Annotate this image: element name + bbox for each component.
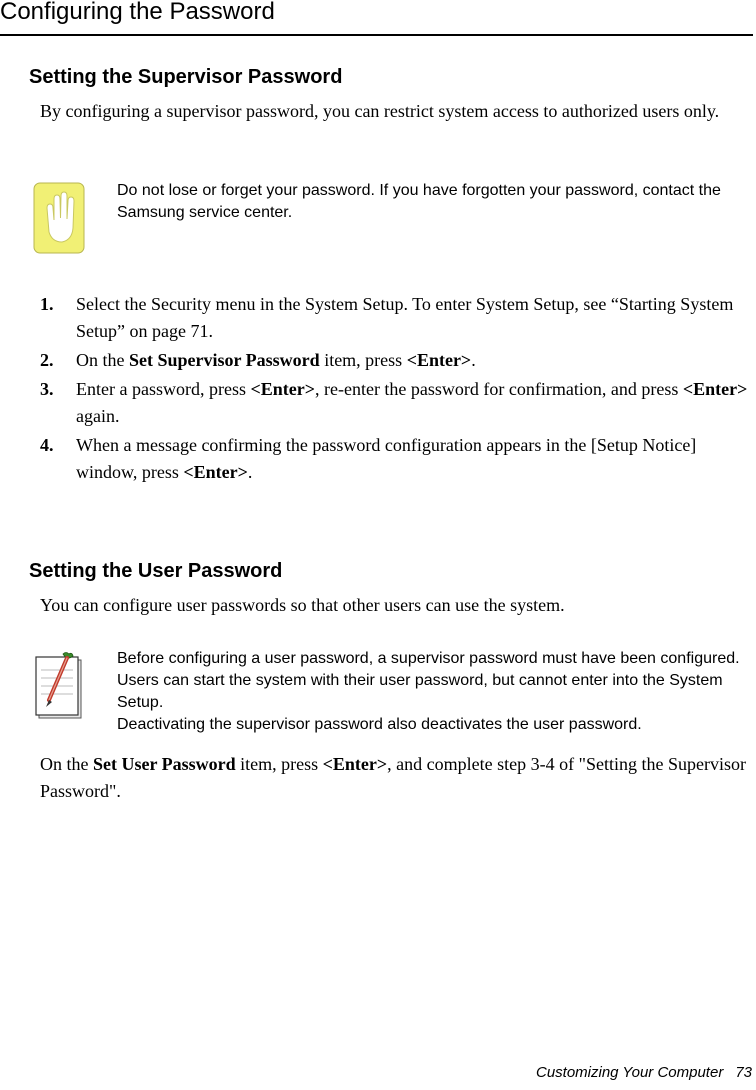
footer-section-title: Customizing Your Computer [536,1064,724,1081]
step-text: item, press [319,350,407,370]
note-line: Deactivating the supervisor password also deactivates the user password. [117,716,642,733]
key-name: <Enter> [322,754,388,774]
step-text: Enter a password, press [76,379,251,399]
step-1 [40,291,752,345]
note-line: Before configuring a user password, a supervisor password must have been configured. [117,650,740,667]
title-rule [0,34,753,36]
hand-stop-icon [33,182,85,254]
menu-item-name: Set User Password [93,754,236,774]
page-title: Configuring the Password [0,0,275,25]
note-pen-icon [33,650,87,722]
step-text: . [247,462,253,482]
user-note [117,648,755,736]
step-number: 3. [40,379,54,399]
supervisor-intro: By configuring a supervisor password, you can restrict system access to authorized users only. [40,101,720,121]
instruction-text: item, press [235,754,323,774]
key-name: <Enter> [406,350,472,370]
step-3 [40,376,752,430]
step-text: When a message confirming the password configuration appears in the [Setup Notice] window, press [76,435,697,482]
instruction-text: , and complete step 3-4 of "Setting the Supervisor Password". [40,754,746,801]
step-number: 1. [40,294,54,314]
page-footer [536,1064,752,1081]
step-4 [40,432,752,486]
key-name: <Enter> [183,462,248,482]
caution-text: Do not lose or forget your password. If you have forgotten your password, contact the Samsung service center. [117,182,721,221]
menu-item-name: Set Supervisor Password [129,350,320,370]
step-text: On the [76,350,129,370]
page-number: 73 [735,1064,752,1081]
user-intro: You can configure user passwords so that other users can use the system. [40,595,565,615]
user-final-instruction [40,751,752,805]
supervisor-steps [40,291,752,488]
step-number: 4. [40,435,54,455]
step-text: Select the Security menu in the System Setup. To enter System Setup, see “Starting System Setup” on page 71. [76,294,734,341]
supervisor-heading: Setting the Supervisor Password [29,66,343,88]
key-name: <Enter> [682,379,748,399]
step-2 [40,347,752,374]
key-name: <Enter> [250,379,315,399]
note-line: Users can start the system with their user password, but cannot enter into the System Setup. [117,672,723,711]
step-text: . [471,350,476,370]
user-heading: Setting the User Password [29,560,283,582]
step-number: 2. [40,350,54,370]
instruction-text: On the [40,754,93,774]
step-text: , re-enter the password for confirmation, and press [314,379,683,399]
step-text: again. [76,406,120,426]
